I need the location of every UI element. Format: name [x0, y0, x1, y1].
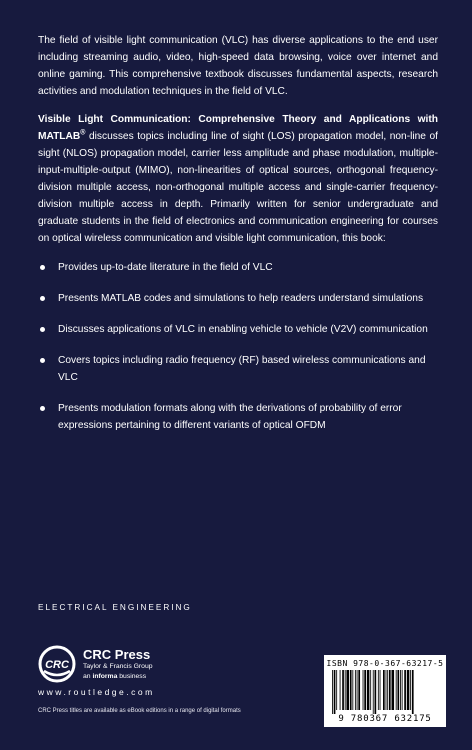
barcode-bar	[346, 670, 349, 710]
barcode-digits: 9 780367 632175	[338, 714, 432, 724]
list-item: Presents MATLAB codes and simulations to help readers understand simulations	[38, 290, 438, 307]
barcode-bar	[352, 670, 353, 710]
barcode-bar	[373, 670, 374, 714]
barcode-bar	[392, 670, 395, 710]
barcode-bar	[342, 670, 344, 710]
description-paragraph	[38, 111, 438, 247]
list-item: Presents modulation formats along with the derivations of probability of error expressions pertaining to different variants of optical OFDM	[38, 400, 438, 434]
barcode-bar	[396, 670, 397, 710]
isbn-barcode	[324, 655, 446, 727]
barcode-bar	[386, 670, 387, 710]
crc-press-logo-icon	[38, 645, 76, 683]
barcode-bar	[367, 670, 370, 710]
bullet-icon	[40, 265, 45, 270]
barcode-bar	[358, 670, 360, 710]
bullet-icon	[40, 327, 45, 332]
barcode-bar	[364, 670, 366, 710]
bullet-icon	[40, 358, 45, 363]
back-cover-text	[38, 32, 438, 448]
barcode-bar	[370, 670, 371, 710]
feature-list	[38, 259, 438, 434]
book-title: Visible Light Communication: Comprehensive Theory and Applications with MATLAB®	[38, 114, 438, 142]
list-item: Provides up-to-date literature in the field of VLC	[38, 259, 438, 276]
barcode-bar	[402, 670, 403, 710]
barcode-bar	[350, 670, 352, 710]
publisher-block	[38, 645, 238, 685]
barcode-bar	[332, 670, 333, 714]
publisher-business: an informa business	[83, 673, 147, 680]
barcode-bar	[407, 670, 410, 710]
list-item: Discusses applications of VLC in enabling vehicle to vehicle (V2V) communication	[38, 321, 438, 338]
barcode-bar	[363, 670, 364, 710]
category-label: ELECTRICAL ENGINEERING	[38, 603, 192, 612]
barcode-bar	[355, 670, 356, 710]
barcode-bar	[412, 670, 414, 714]
barcode-bar	[345, 670, 346, 710]
ebook-note: CRC Press titles are available as eBook editions in a range of digital formats	[38, 708, 241, 714]
barcode-bar	[404, 670, 406, 710]
list-item: Covers topics including radio frequency (RF) based wireless communications and VLC	[38, 352, 438, 386]
barcode-bar	[400, 670, 401, 710]
description-text: discusses topics including line of sight (LOS) propagation model, non-line of sight (NLOS) propagation model, carrier less amplitude and phase modulation, multiple-input-multiple-output (MIMO), non-linearities of optical sources, orthogonal frequency-division multiple access, non-orthogonal multiple access and single-carrier frequency-division multiple access in depth. Primarily written for senior undergraduate and graduate students in the field of electronics and communication engineering for courses on optical wireless communication and visible light communication, this book:	[38, 131, 438, 244]
barcode-bar	[336, 670, 337, 710]
barcode-bar	[334, 670, 336, 714]
barcode-bar	[389, 670, 391, 710]
website-url: www.routledge.com	[38, 687, 155, 697]
bullet-icon	[40, 406, 45, 411]
publisher-name: CRC Press	[83, 647, 151, 662]
barcode-bar	[378, 670, 379, 710]
svg-text:CRC: CRC	[45, 659, 69, 671]
publisher-group: Taylor & Francis Group	[83, 663, 153, 670]
bullet-icon	[40, 296, 45, 301]
barcode-icon	[332, 670, 438, 714]
barcode-bar	[383, 670, 385, 710]
barcode-bar	[357, 670, 358, 710]
barcode-bar	[397, 670, 399, 710]
barcode-bar	[380, 670, 381, 710]
barcode-bar	[375, 670, 377, 714]
isbn-label: ISBN 978-0-367-63217-5	[326, 659, 444, 668]
barcode-bar	[340, 670, 341, 710]
registered-mark: ®	[80, 129, 86, 137]
barcode-bar	[410, 670, 411, 710]
barcode-bar	[387, 670, 388, 710]
intro-paragraph: The field of visible light communication (VLC) has diverse applications to the end user including streaming audio, video, high-speed data browsing, voice over internet and online gaming. This comprehensive textbook discusses fundamental aspects, research activities and modulation techniques in the field of VLC.	[38, 35, 438, 97]
